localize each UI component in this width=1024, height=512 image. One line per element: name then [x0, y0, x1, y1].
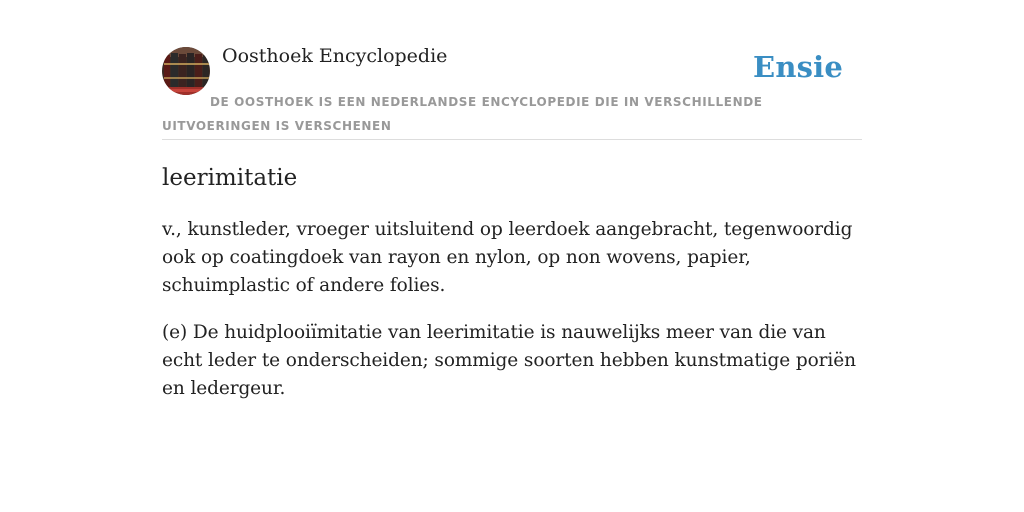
article-paragraph: (e) De huidplooiïmitatie van leerimitatie is nauwelijks meer van die van echt leder te onderscheiden; sommige soorten hebben kunstmatige poriën en ledergeur. — [162, 322, 856, 399]
site-tagline: DE OOSTHOEK IS EEN NEDERLANDSE ENCYCLOPEDIE DIE IN VERSCHILLENDE UITVOERINGEN IS VERSCHENEN — [162, 95, 763, 133]
article-paragraph: v., kunstleder, vroeger uitsluitend op leerdoek aangebracht, tegenwoordig ook op coatingdoek van rayon en nylon, op non wovens, papier, schuimplastic of andere folies. — [162, 219, 853, 296]
site-header — [162, 0, 862, 140]
brand-logo[interactable]: Ensie — [753, 50, 843, 84]
encyclopedia-books-icon — [162, 47, 210, 95]
article-title: leerimitatie — [162, 165, 298, 191]
site-name[interactable]: Oosthoek Encyclopedie — [222, 45, 448, 67]
avatar[interactable] — [162, 47, 210, 95]
page — [162, 0, 862, 399]
